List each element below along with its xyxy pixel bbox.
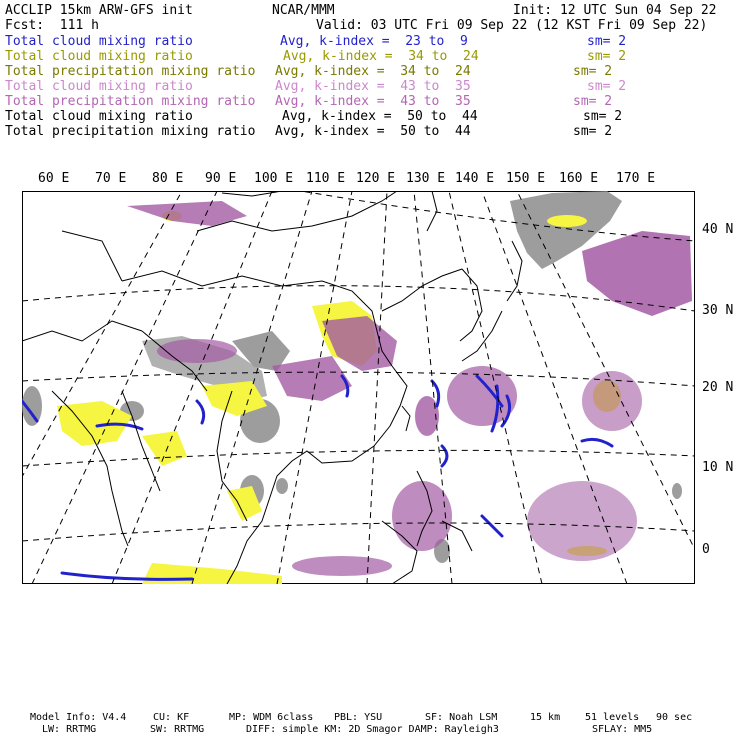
lon-label: 100 E (254, 171, 294, 186)
footer-dt: 90 sec (656, 712, 693, 723)
legend-field: Total precipitation mixing ratio (5, 64, 256, 79)
legend-sm: sm= 2 (587, 34, 627, 49)
lon-label: 70 E (95, 171, 127, 186)
legend-avg: Avg, k-index = 50 to 44 (282, 109, 478, 124)
lat-label: 40 N (702, 222, 734, 237)
forecast-hour: Fcst: 111 h (5, 18, 99, 33)
legend-field: Total cloud mixing ratio (5, 34, 193, 49)
legend-sm: sm= 2 (573, 94, 613, 109)
lon-label: 80 E (152, 171, 184, 186)
init-time: Init: 12 UTC Sun 04 Sep 22 (513, 3, 717, 18)
map-plot (22, 191, 695, 584)
legend-field: Total cloud mixing ratio (5, 49, 193, 64)
footer-sw: SW: RRTMG (150, 724, 205, 735)
lon-label: 160 E (559, 171, 599, 186)
footer-pbl: PBL: YSU (334, 712, 383, 723)
legend-field: Total cloud mixing ratio (5, 79, 193, 94)
legend-avg: Avg, k-index = 43 to 35 (275, 94, 471, 109)
legend-field: Total precipitation mixing ratio (5, 94, 256, 109)
footer-sf: SF: Noah LSM (425, 712, 498, 723)
lon-label: 150 E (506, 171, 546, 186)
legend-avg: Avg, k-index = 34 to 24 (275, 64, 471, 79)
legend-avg: Avg, k-index = 23 to 9 (280, 34, 468, 49)
lon-label: 130 E (406, 171, 446, 186)
legend-avg: Avg, k-index = 50 to 44 (275, 124, 471, 139)
lon-label: 170 E (616, 171, 656, 186)
model-title: ACCLIP 15km ARW-GFS init (5, 3, 193, 18)
legend-avg: Avg, k-index = 43 to 35 (275, 79, 471, 94)
lon-label: 110 E (306, 171, 346, 186)
valid-time: Valid: 03 UTC Fri 09 Sep 22 (12 KST Fri 09 Sep 22) (316, 18, 708, 33)
lat-label: 20 N (702, 380, 734, 395)
legend-avg: Avg, k-index = 34 to 24 (283, 49, 479, 64)
footer-diff: DIFF: simple KM: 2D Smagor DAMP: Rayleigh3 (246, 724, 499, 735)
footer-model: Model Info: V4.4 (30, 712, 127, 723)
lon-label: 60 E (38, 171, 70, 186)
footer-cu: CU: KF (153, 712, 190, 723)
lat-label: 10 N (702, 460, 734, 475)
lat-label: 30 N (702, 303, 734, 318)
lon-label: 90 E (205, 171, 237, 186)
org-label: NCAR/MMM (272, 3, 335, 18)
legend-sm: sm= 2 (587, 49, 627, 64)
lat-label: 0 (702, 542, 710, 557)
legend-field: Total precipitation mixing ratio (5, 124, 256, 139)
footer-levels: 51 levels (585, 712, 640, 723)
legend-sm: sm= 2 (583, 109, 623, 124)
legend-sm: sm= 2 (587, 79, 627, 94)
footer-res: 15 km (530, 712, 561, 723)
legend-sm: sm= 2 (573, 124, 613, 139)
legend-field: Total cloud mixing ratio (5, 109, 193, 124)
legend-sm: sm= 2 (573, 64, 613, 79)
footer-sflay: SFLAY: MM5 (592, 724, 653, 735)
footer-mp: MP: WDM 6class (229, 712, 314, 723)
lon-label: 120 E (356, 171, 396, 186)
footer-lw: LW: RRTMG (42, 724, 97, 735)
lon-label: 140 E (455, 171, 495, 186)
